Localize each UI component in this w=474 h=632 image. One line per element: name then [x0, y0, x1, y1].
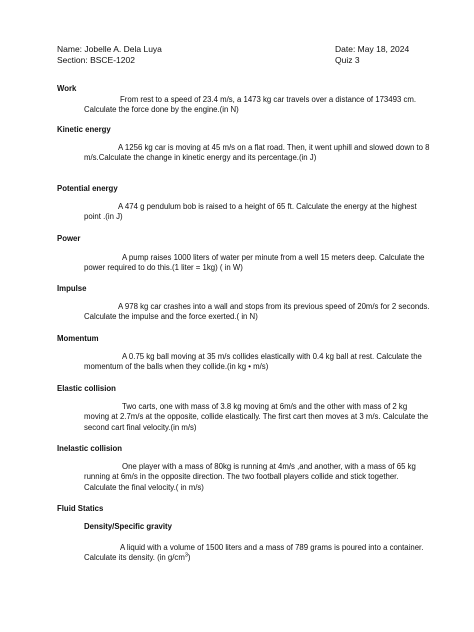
problem-potential-energy	[84, 202, 430, 223]
quiz-number: Quiz 3	[335, 55, 360, 65]
problem-text: A 0.75 kg ball moving at 35 m/s collides elastically with 0.4 kg ball at rest. Calculate the momentum of the balls when they collide.(in kg • m/s)	[84, 352, 422, 372]
problem-text: A 978 kg car crashes into a wall and stops from its previous speed of 20m/s for 2 seconds. Calculate the impulse and the force exerted.( in N)	[84, 302, 430, 322]
problem-text: A 1256 kg car is moving at 45 m/s on a flat road. Then, it went uphill and slowed down to 8 m/s.Calculate the change in kinetic energy and its percentage.(in J)	[84, 143, 430, 163]
problem-elastic-collision	[84, 402, 430, 433]
section-heading-inelastic-collision: Inelastic collision	[57, 444, 122, 453]
section-heading-fluid-statics: Fluid Statics	[57, 504, 104, 513]
problem-density	[84, 543, 430, 564]
quiz-date: Date: May 18, 2024	[335, 44, 410, 54]
section-heading-potential-energy: Potential energy	[57, 184, 118, 193]
problem-power	[84, 253, 430, 274]
section-heading-power: Power	[57, 234, 81, 243]
student-name: Name: Jobelle A. Dela Luya	[57, 44, 162, 54]
section-heading-work: Work	[57, 84, 77, 93]
problem-text: Two carts, one with mass of 3.8 kg moving at 6m/s and the other with mass of 2 kg moving at 2.7m/s at the opposite, collide elastically. The first cart then moves at 3 m/s. Calculate the second cart final velocity.(in m/s)	[84, 402, 429, 432]
problem-momentum	[84, 352, 430, 373]
unit-exponent: 3	[184, 552, 188, 559]
problem-text: One player with a mass of 80kg is running at 4m/s ,and another, with a mass of 65 kg running at 6m/s in the opposite direction. The two football players collide and stick together. Calculate the final velocity.( in m/s)	[84, 462, 416, 492]
section-heading-kinetic-energy: Kinetic energy	[57, 125, 111, 134]
problem-text: A 474 g pendulum bob is raised to a height of 65 ft. Calculate the energy at the highest point .(in J)	[84, 202, 417, 222]
problem-impulse	[84, 302, 430, 323]
section-heading-impulse: Impulse	[57, 284, 87, 293]
problem-text: From rest to a speed of 23.4 m/s, a 1473 kg car travels over a distance of 173493 cm. Calculate the force done by the engine.(in N)	[84, 95, 417, 115]
problem-kinetic-energy	[84, 143, 430, 164]
section-heading-elastic-collision: Elastic collision	[57, 384, 116, 393]
closing-paren: )	[187, 553, 191, 563]
problem-text: A liquid with a volume of 1500 liters and a mass of 789 grams is poured into a container. Calculate its density. (in g/cm	[84, 543, 424, 563]
student-section: Section: BSCE-1202	[57, 55, 135, 65]
problem-text: A pump raises 1000 liters of water per minute from a well 15 meters deep. Calculate the power required to do this.(1 liter = 1kg) ( in W)	[84, 253, 425, 273]
subheading-density: Density/Specific gravity	[84, 522, 172, 531]
problem-work	[84, 95, 430, 116]
problem-inelastic-collision	[84, 462, 430, 493]
section-heading-momentum: Momentum	[57, 334, 99, 343]
